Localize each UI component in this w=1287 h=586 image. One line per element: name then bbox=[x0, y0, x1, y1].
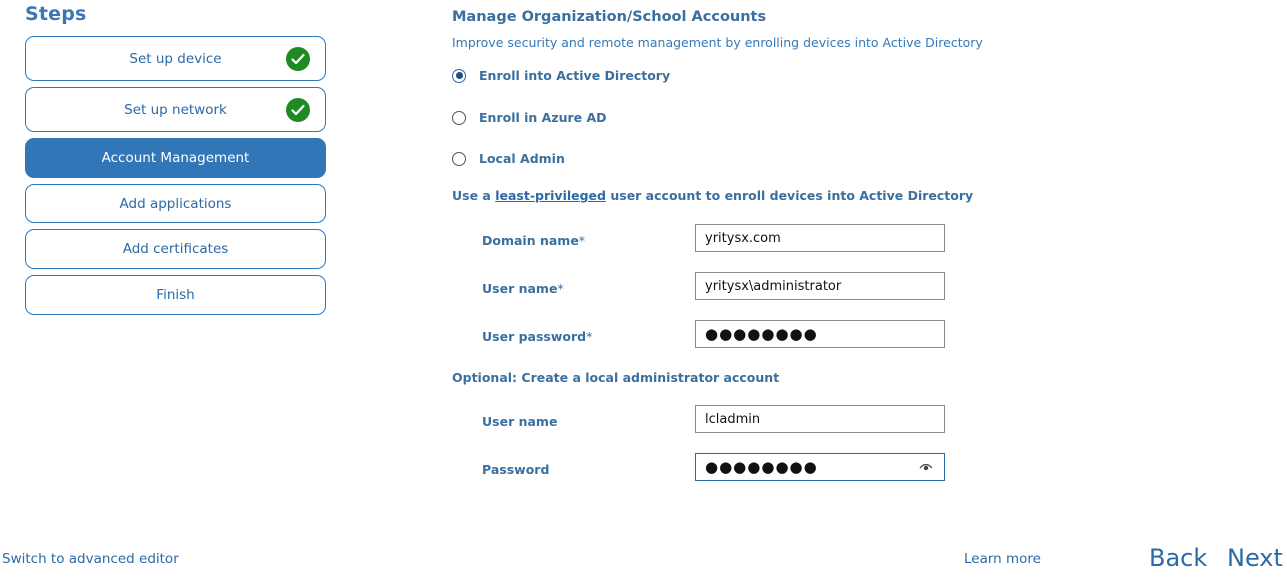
label-text: Domain name bbox=[482, 233, 579, 248]
step-label: Add certificates bbox=[122, 241, 229, 257]
step-add-applications[interactable] bbox=[25, 184, 326, 223]
label-text: User password bbox=[482, 329, 587, 344]
local-user-name-field[interactable] bbox=[695, 405, 945, 433]
step-label: Add applications bbox=[119, 195, 232, 212]
option-enroll-azure-ad[interactable] bbox=[452, 110, 607, 125]
local-user-name-label: User name bbox=[482, 414, 558, 429]
local-password-field[interactable] bbox=[695, 453, 945, 481]
radio-button[interactable] bbox=[452, 111, 466, 125]
least-privileged-note bbox=[452, 188, 973, 203]
eye-icon[interactable] bbox=[919, 462, 933, 472]
switch-to-advanced-editor-link[interactable]: Switch to advanced editor bbox=[2, 551, 179, 567]
check-circle-icon bbox=[286, 98, 310, 122]
page-subtitle: Improve security and remote management by enrolling devices into Active Directory bbox=[452, 35, 983, 50]
required-marker: * bbox=[557, 281, 564, 296]
check-circle-icon bbox=[286, 47, 310, 71]
user-name-field[interactable] bbox=[695, 272, 945, 300]
option-local-admin[interactable] bbox=[452, 151, 565, 166]
step-set-up-network[interactable] bbox=[25, 87, 326, 132]
user-password-field[interactable] bbox=[695, 320, 945, 348]
step-finish[interactable] bbox=[25, 275, 326, 315]
step-label: Set up device bbox=[129, 50, 222, 67]
label-text: User name bbox=[482, 281, 558, 296]
option-label: Enroll in Azure AD bbox=[479, 110, 607, 125]
domain-name-field[interactable] bbox=[695, 224, 945, 252]
option-label: Enroll into Active Directory bbox=[479, 68, 671, 83]
step-label: Account Management bbox=[101, 150, 250, 166]
least-privileged-link[interactable]: least-privileged bbox=[495, 188, 606, 203]
step-account-management[interactable] bbox=[25, 138, 326, 178]
note-suffix: user account to enroll devices into Active Directory bbox=[606, 188, 974, 203]
learn-more-link[interactable]: Learn more bbox=[964, 551, 1041, 567]
domain-name-label bbox=[482, 233, 585, 248]
note-prefix: Use a bbox=[452, 188, 496, 203]
step-set-up-device[interactable] bbox=[25, 36, 326, 81]
user-name-label bbox=[482, 281, 564, 296]
step-add-certificates[interactable] bbox=[25, 229, 326, 269]
steps-title: Steps bbox=[25, 3, 87, 25]
option-label: Local Admin bbox=[479, 151, 565, 166]
step-label: Set up network bbox=[124, 101, 227, 118]
local-password-label: Password bbox=[482, 462, 550, 477]
optional-section-title: Optional: Create a local administrator account bbox=[452, 370, 780, 385]
next-button[interactable]: Next bbox=[1227, 544, 1283, 572]
step-label: Finish bbox=[156, 287, 195, 303]
required-marker: * bbox=[586, 329, 593, 344]
back-button[interactable]: Back bbox=[1149, 544, 1208, 572]
radio-button[interactable] bbox=[452, 152, 466, 166]
user-password-label bbox=[482, 329, 592, 344]
radio-button-selected[interactable] bbox=[452, 69, 466, 83]
required-marker: * bbox=[578, 233, 586, 248]
page-title: Manage Organization/School Accounts bbox=[452, 9, 767, 25]
option-enroll-active-directory[interactable] bbox=[452, 68, 670, 83]
